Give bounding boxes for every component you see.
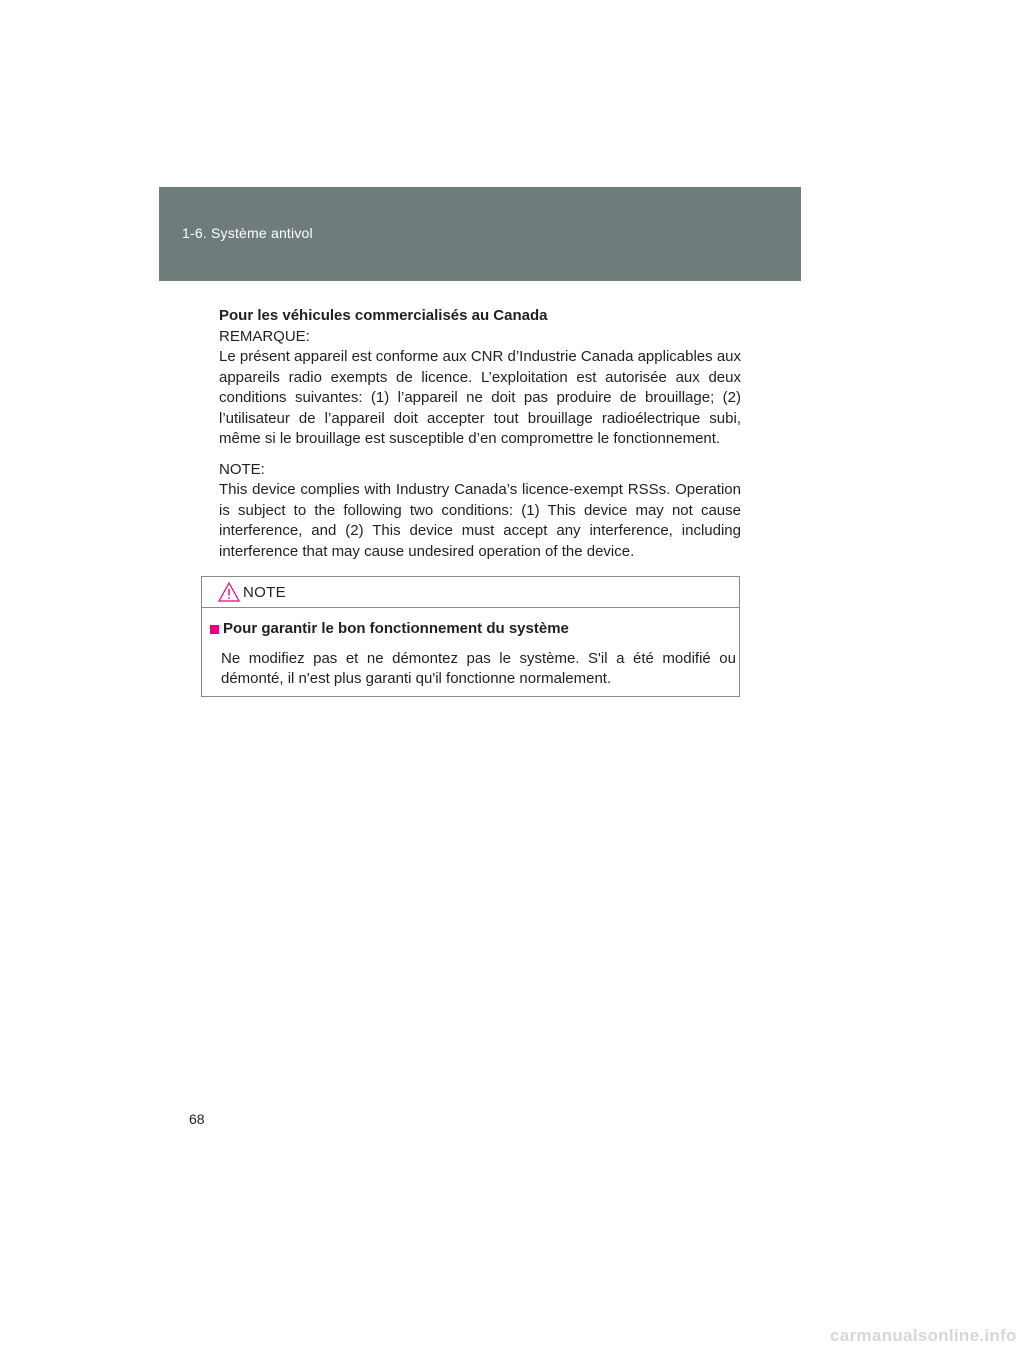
- note-bullet: [210, 619, 736, 640]
- remarque-text: Le présent appareil est conforme aux CNR d’Industrie Canada applicables aux appareils radio exempts de licence. L’exploitation est autorisée aux deux conditions suivantes: (1) l’appareil ne doit pas produire de brouillage; (2) l’utilisateur de l’appareil doit accepter tout brouillage radioélectrique subi, même si le brouillage est susceptible d’en compromettre le fonctionnement.: [219, 348, 741, 447]
- note-box-body: [210, 619, 736, 690]
- page-number: 68: [189, 1111, 205, 1127]
- note-box-label: NOTE: [243, 584, 286, 601]
- canada-heading: Pour les véhicules commercialisés au Canada: [219, 307, 548, 324]
- watermark-logo: [830, 1311, 1017, 1358]
- main-content: [219, 306, 741, 562]
- note-box: [201, 576, 740, 697]
- note-text: This device complies with Industry Canada’s licence-exempt RSSs. Operation is subject to the following two conditions: (1) This device may not cause interference, and (2) This device must accept any interference, including interference that may cause undesired operation of the device.: [219, 481, 741, 560]
- spacer: [219, 450, 741, 460]
- remarque-label: REMARQUE:: [219, 327, 310, 345]
- note-bullet-heading: Pour garantir le bon fonctionnement du système: [223, 620, 569, 637]
- note-bullet-text: Ne modifiez pas et ne démontez pas le système. S'il a été modifié ou démonté, il n'est plus garanti qu'il fonctionne normalement.: [221, 649, 736, 687]
- warning-triangle-icon: [218, 582, 240, 602]
- square-bullet-icon: [210, 625, 219, 634]
- note-label: NOTE:: [219, 460, 265, 478]
- section-title: 1-6. Système antivol: [182, 225, 313, 241]
- watermark-text: carmanualsonline.info: [830, 1326, 1017, 1345]
- note-box-header: [202, 577, 739, 608]
- section-header-band: [159, 187, 801, 281]
